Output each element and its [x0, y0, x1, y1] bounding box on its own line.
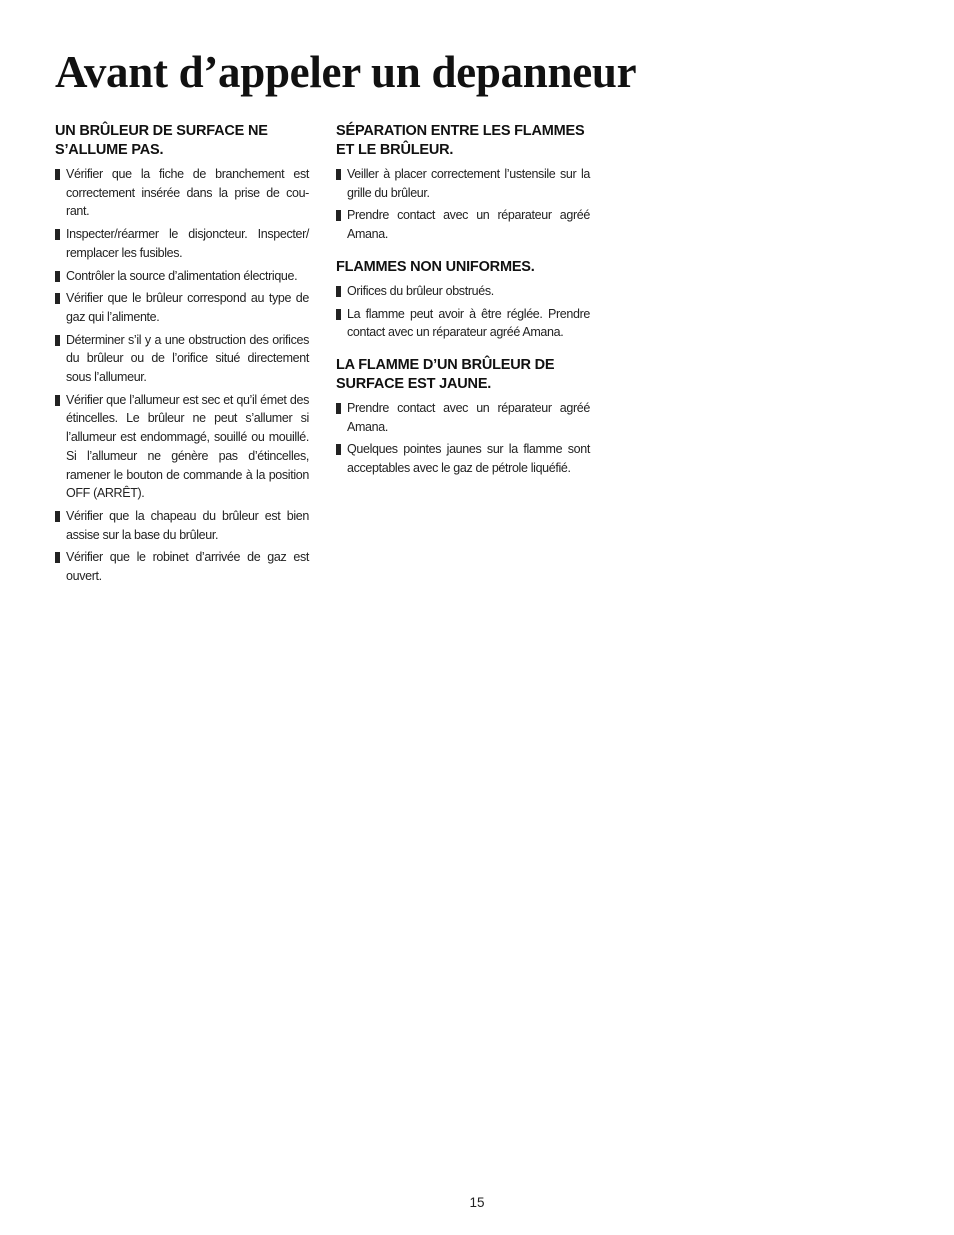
list-item [55, 548, 309, 585]
bullet-list [336, 282, 590, 342]
list-item-text: Vérifier que le robinet d’arrivée de gaz est ouvert. [66, 550, 309, 584]
bullet-square-icon [336, 286, 341, 297]
list-item [55, 267, 309, 286]
list-item-text: Vérifier que la chapeau du brûleur est bien assise sur la base du brûleur. [66, 508, 309, 542]
section-heading: LA FLAMME D’UN BRÛLEUR DE SURFACE EST JAUNE. [336, 356, 555, 392]
section-yellow-flame [336, 356, 590, 478]
list-item [336, 206, 590, 243]
list-item [336, 305, 590, 342]
list-item [55, 289, 309, 326]
bullet-list [336, 399, 590, 478]
right-column [336, 122, 590, 492]
bullet-square-icon [336, 444, 341, 455]
section-heading: FLAMMES NON UNIFORMES. [336, 258, 535, 275]
section-heading: UN BRÛLEUR DE SURFACE NE S’ALLUME PAS. [55, 123, 268, 158]
section-heading: SÉPARATION ENTRE LES FLAMMES ET LE BRÛLEUR. [336, 123, 585, 158]
list-item [55, 331, 309, 387]
left-column [55, 122, 309, 600]
page-title: Avant d’appeler un depanneur [55, 47, 637, 97]
list-item [336, 165, 590, 202]
section-burner-wont-light [55, 122, 309, 586]
bullet-square-icon [336, 210, 341, 221]
section-flame-separation [336, 122, 590, 244]
list-item-text: Orifices du brûleur obstrués. [347, 283, 494, 298]
list-item-text: La flamme peut avoir à être réglée. Prendre contact avec un réparateur agréé Amana. [347, 306, 590, 340]
list-item-text: Vérifier que le brûleur correspond au type de gaz qui l’alimente. [66, 291, 309, 324]
list-item-text: Inspecter/réarmer le disjoncteur. Inspecter/ remplacer les fusibles. [66, 227, 309, 260]
list-item-text: Prendre contact avec un réparateur agréé Amana. [347, 208, 590, 242]
list-item [55, 165, 309, 221]
list-item [55, 507, 309, 544]
bullet-square-icon [336, 403, 341, 414]
bullet-square-icon [55, 395, 60, 406]
bullet-square-icon [336, 169, 341, 180]
list-item-text: Prendre contact avec un réparateur agréé Amana. [347, 400, 590, 434]
list-item-text: Vérifier que l’allumeur est sec et qu’il émet des étincelles. Le brûleur ne peut s’allumer si l’allumeur est endommagé, souillé ou mouillé. Si l’allumeur ne génère pas d’étincelles, ramener le bouton de commande à la position OFF (ARRÊT). [66, 392, 309, 501]
list-item-text: Déterminer s’il y a une obstruction des orifices du brûleur ou de l’orifice situé directement sous l’allumeur. [66, 332, 309, 385]
bullet-square-icon [55, 293, 60, 304]
list-item [336, 440, 590, 477]
bullet-square-icon [55, 552, 60, 563]
page-number: 15 [469, 1195, 485, 1210]
list-item [336, 399, 590, 436]
bullet-list [55, 165, 309, 586]
bullet-square-icon [55, 335, 60, 346]
bullet-list [336, 165, 590, 244]
list-item-text: Contrôler la source d’alimentation électrique. [66, 268, 298, 283]
list-item-text: Quelques pointes jaunes sur la flamme sont acceptables avec le gaz de pétrole liquéfié. [347, 442, 590, 476]
list-item [55, 391, 309, 503]
bullet-square-icon [55, 229, 60, 240]
bullet-square-icon [55, 271, 60, 282]
list-item [55, 225, 309, 262]
bullet-square-icon [55, 169, 60, 180]
bullet-square-icon [336, 309, 341, 320]
section-uneven-flames [336, 258, 590, 342]
list-item-text: Vérifier que la fiche de branchement est correctement insérée dans la prise de cou-rant. [66, 167, 309, 219]
bullet-square-icon [55, 511, 60, 522]
list-item-text: Veiller à placer correctement l’ustensile sur la grille du brûleur. [347, 167, 590, 200]
list-item [336, 282, 590, 301]
